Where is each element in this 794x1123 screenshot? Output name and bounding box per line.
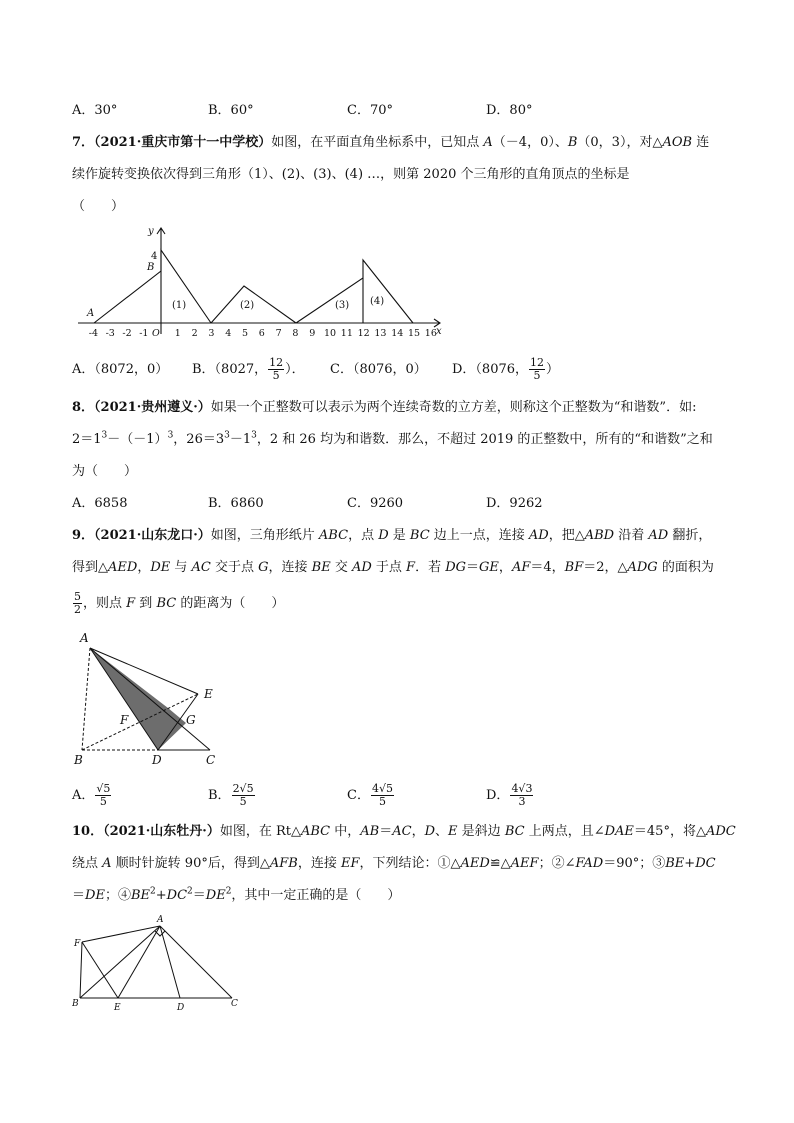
- q9-var: BC: [156, 596, 177, 611]
- q10-text: ，下列结论：①△: [359, 856, 461, 871]
- q8-text: ，26＝3: [173, 432, 225, 447]
- x-tick-label: -2: [122, 328, 132, 339]
- x-axis-label: x: [436, 326, 442, 337]
- q7-option-c: C．（8076，0）: [330, 362, 427, 377]
- origin-label: O: [152, 328, 160, 339]
- q10-text: 顺时针旋转 90°后，得到△: [111, 856, 270, 871]
- q10-var: AED: [460, 856, 490, 871]
- q10-exponent: 2: [187, 886, 193, 897]
- x-tick-label: 9: [309, 328, 316, 339]
- q9-var: ABD: [584, 528, 615, 543]
- x-tick-label: 2: [191, 328, 198, 339]
- q9-number: 9．: [72, 528, 95, 543]
- q10-text: ≌△: [489, 856, 511, 871]
- fraction-denominator: 5: [99, 795, 107, 808]
- point-f-label: F: [74, 939, 81, 949]
- option-fraction: [95, 783, 111, 808]
- y-tick-4: 4: [151, 251, 158, 262]
- q9-text: 沿着: [614, 528, 649, 543]
- q9-text: 与: [170, 560, 192, 575]
- point-e-label: E: [204, 687, 213, 701]
- q9-text: ，: [137, 560, 151, 575]
- q9-triangle-figure: [72, 628, 232, 768]
- q10-var: AFB: [269, 856, 298, 871]
- q10-var: BE: [130, 888, 150, 903]
- q10-text: ＝: [192, 888, 206, 903]
- q7-var: AOB: [662, 135, 693, 150]
- q10-var: ABC: [300, 824, 331, 839]
- x-tick-label: 11: [340, 328, 353, 339]
- q7-text: （－4，0）、: [492, 135, 568, 150]
- q6-option-b: B．60°: [208, 103, 254, 118]
- q9-text: ，: [498, 560, 512, 575]
- q10-var: AB: [360, 824, 380, 839]
- fraction-denominator: 5: [378, 795, 386, 808]
- q8-source: （2021·贵州遵义·）: [94, 400, 211, 415]
- q8-text: －（－1）: [107, 432, 168, 447]
- q9-source: （2021·山东龙口·）: [94, 528, 211, 543]
- option-label: A．: [72, 788, 95, 803]
- q9-text: 得到△: [72, 560, 108, 575]
- point-a-label: A: [87, 308, 95, 319]
- q9-var: AED: [108, 560, 138, 575]
- point-g-label: G: [186, 713, 196, 727]
- fraction-numerator: 4√3: [511, 782, 533, 795]
- q10-var: ADC: [705, 824, 736, 839]
- q8-option-d: D．9262: [486, 496, 543, 511]
- q9-text: 的面积为: [657, 560, 714, 575]
- side-fa: [82, 926, 160, 942]
- q10-var: EF: [340, 856, 360, 871]
- q10-text: ＝45°，将△: [633, 824, 706, 839]
- q7-option-d-text: D．（8076，: [452, 362, 529, 377]
- q10-number: 10．: [72, 824, 104, 839]
- q9-var: BC: [409, 528, 430, 543]
- q7-option-b-fraction: [268, 357, 284, 382]
- q9-var: DG: [445, 560, 467, 575]
- q9-var: AD: [648, 528, 669, 543]
- q8-exponent: 3: [251, 430, 257, 441]
- fraction-numerator: 12: [530, 356, 545, 369]
- q10-text: 中，: [330, 824, 361, 839]
- q9-area-fraction: [73, 591, 82, 616]
- q9-var: BE: [311, 560, 331, 575]
- q10-line-2: [72, 854, 716, 874]
- q10-var: AEF: [510, 856, 539, 871]
- q10-var: DC: [166, 888, 188, 903]
- q8-number: 8．: [72, 400, 95, 415]
- x-tick-label: 8: [292, 328, 299, 339]
- side-ab: [80, 926, 160, 998]
- q9-text: ．若: [415, 560, 446, 575]
- q10-var: A: [102, 856, 112, 871]
- q8-option-c: C．9260: [347, 496, 404, 511]
- triangle-label-3: (3): [335, 300, 350, 311]
- x-tick-label: -1: [139, 328, 149, 339]
- q8-text: －1: [229, 432, 252, 447]
- q9-var: BF: [564, 560, 584, 575]
- q10-text: ，连接: [297, 856, 341, 871]
- q10-text: ，: [411, 824, 425, 839]
- q10-text: 是斜边: [457, 824, 505, 839]
- q10-var: D: [424, 824, 436, 839]
- q6-option-a: A．30°: [72, 103, 118, 118]
- q10-line-1: [72, 822, 736, 842]
- q10-text: +: [155, 888, 167, 903]
- q9-text: ，把△: [548, 528, 585, 543]
- point-b-label: B: [74, 753, 83, 767]
- q7-option-b-text: B．（8027，: [192, 362, 268, 377]
- x-tick-label: 5: [242, 328, 249, 339]
- x-tick-label: 3: [208, 328, 215, 339]
- x-tick-label: 12: [357, 328, 370, 339]
- x-tick-label: 1: [174, 328, 181, 339]
- q9-option-a: [72, 776, 112, 816]
- q7-option-d: [452, 352, 559, 388]
- fraction-denominator: 2: [74, 603, 81, 616]
- q8-exponent: 3: [101, 430, 108, 441]
- side-fb: [80, 942, 82, 998]
- q7-line-2: 续作旋转变换依次得到三角形（1）、(2)、(3)、(4) …，则第 2020 个三角形的直角顶点的坐标是: [72, 167, 630, 182]
- q7-text: 连: [692, 135, 710, 150]
- point-c-label: C: [231, 999, 238, 1009]
- q9-line-1: [72, 526, 711, 546]
- q10-exponent: 2: [150, 886, 156, 897]
- x-tick-label: 14: [391, 328, 404, 339]
- fraction-denominator: 5: [239, 795, 247, 808]
- q9-var: AF: [511, 560, 531, 575]
- q8-text: 如果一个正整数可以表示为两个连续奇数的立方差，则称这个正整数为“和谐数”．如:: [210, 400, 697, 415]
- point-e-label: E: [114, 1003, 121, 1013]
- q10-text: +: [684, 856, 696, 871]
- q7-number: 7．: [72, 135, 95, 150]
- q10-var: E: [448, 824, 458, 839]
- triangle-3-4-edges: [296, 260, 413, 323]
- q9-var: ADG: [627, 560, 658, 575]
- q7-option-b: [192, 352, 305, 388]
- point-d-label: D: [177, 1003, 185, 1013]
- q9-var: F: [406, 560, 416, 575]
- x-tick-label: 7: [275, 328, 282, 339]
- q7-option-d-fraction: [529, 357, 545, 382]
- q10-text: ＝: [72, 888, 86, 903]
- q7-var: A: [483, 135, 493, 150]
- x-tick-label: 10: [324, 328, 337, 339]
- y-axis-label: y: [148, 226, 154, 237]
- q9-var: GE: [479, 560, 499, 575]
- point-b-label: B: [72, 999, 79, 1009]
- fraction-numerator: 2√5: [232, 782, 254, 795]
- q7-line-1: [72, 133, 709, 153]
- q9-var: G: [258, 560, 269, 575]
- q9-text: 边上一点，连接: [429, 528, 529, 543]
- q10-var: DE: [205, 888, 226, 903]
- q9-var: AD: [351, 560, 372, 575]
- q10-text: 上两点，且∠: [524, 824, 605, 839]
- q9-text: ，点: [348, 528, 379, 543]
- q9-option-d: [486, 776, 534, 816]
- fraction-denominator: 3: [518, 795, 526, 808]
- q8-text: ，2 和 26 均为和谐数．那么，不超过 2019 的正整数中，所有的“和谐数”之和: [256, 432, 713, 447]
- fraction-denominator: 5: [533, 369, 541, 382]
- shaded-region: [90, 648, 186, 750]
- q9-text: ＝2，△: [583, 560, 628, 575]
- q10-triangle-figure: [72, 912, 252, 1016]
- q10-var: FAD: [575, 856, 604, 871]
- q9-text: 交: [330, 560, 352, 575]
- q10-text: ＝90°；③: [603, 856, 666, 871]
- point-b-label: B: [147, 262, 155, 273]
- q10-line-3: [72, 886, 400, 906]
- q9-text: 如图，三角形纸片: [210, 528, 319, 543]
- q9-line-3: [72, 584, 284, 624]
- q10-var: DC: [695, 856, 716, 871]
- point-a-label: A: [157, 915, 164, 925]
- x-tick-label: 13: [374, 328, 387, 339]
- x-tick-label: -4: [88, 328, 99, 339]
- x-tick-label: 4: [225, 328, 232, 339]
- q10-text: ，其中一定正确的是（ ）: [231, 888, 401, 903]
- q10-source: （2021·山东牡丹·）: [103, 824, 220, 839]
- q8-exponent: 3: [224, 430, 230, 441]
- q7-source: （2021·重庆市第十一中学校）: [94, 135, 272, 150]
- q9-var: F: [126, 596, 136, 611]
- q10-var: AC: [392, 824, 412, 839]
- fraction-numerator: 4√5: [371, 782, 393, 795]
- triangle-label-2: (2): [240, 300, 255, 311]
- dashed-ab: [82, 648, 90, 750]
- q9-var: ABC: [318, 528, 349, 543]
- option-label: C．: [347, 788, 370, 803]
- q9-line-2: [72, 558, 714, 578]
- q8-line-3: 为（ ）: [72, 464, 138, 479]
- segment-ae: [118, 926, 160, 998]
- q10-text: 、: [435, 824, 449, 839]
- q9-option-b: [208, 776, 256, 816]
- q7-option-a: A．（8072，0）: [72, 362, 169, 377]
- q7-option-b-text: ）．: [285, 362, 305, 377]
- q6-option-d: D．80°: [486, 103, 533, 118]
- q7-text: 如图，在平面直角坐标系中，已知点: [271, 135, 484, 150]
- fraction-numerator: 5: [74, 590, 81, 603]
- segment-ad: [160, 926, 180, 998]
- point-f-label: F: [120, 713, 129, 727]
- x-tick-label: -3: [105, 328, 115, 339]
- option-fraction: [371, 783, 394, 808]
- q9-text: ，则点: [83, 596, 127, 611]
- q9-option-c: [347, 776, 395, 816]
- q10-text: 如图，在 Rt△: [219, 824, 301, 839]
- segment-fe: [82, 942, 118, 998]
- q9-var: DE: [150, 560, 171, 575]
- x-tick-label: 16: [424, 328, 437, 339]
- q10-var: DE: [85, 888, 105, 903]
- q9-text: ，连接: [268, 560, 312, 575]
- q9-text: 的距离为（ ）: [176, 596, 285, 611]
- q9-var: AC: [191, 560, 211, 575]
- point-d-label: D: [152, 753, 162, 767]
- x-tick-label: 15: [408, 328, 421, 339]
- option-label: B．: [208, 788, 231, 803]
- point-c-label: C: [206, 753, 216, 767]
- q10-var: BC: [504, 824, 525, 839]
- triangle-label-1: (1): [172, 300, 187, 311]
- q7-option-d-text: ）: [546, 362, 560, 377]
- option-label: D．: [486, 788, 510, 803]
- q9-text: ＝4，: [530, 560, 565, 575]
- fraction-numerator: 12: [269, 356, 284, 369]
- q7-text: （0，3），对△: [577, 135, 663, 150]
- q9-text: 是: [388, 528, 410, 543]
- option-fraction: [232, 783, 255, 808]
- q7-coordinate-figure: [72, 222, 452, 342]
- q10-text: ＝: [379, 824, 393, 839]
- q10-var: DAE: [604, 824, 634, 839]
- q8-text: 2＝1: [72, 432, 102, 447]
- fraction-numerator: √5: [96, 782, 111, 795]
- q10-exponent: 2: [225, 886, 232, 897]
- q9-var: AD: [528, 528, 549, 543]
- q8-line-2: [72, 430, 713, 450]
- point-a-label: A: [80, 631, 89, 645]
- q10-text: ；④: [104, 888, 131, 903]
- fraction-denominator: 5: [272, 369, 280, 382]
- side-ac: [160, 926, 232, 998]
- option-fraction: [510, 783, 533, 808]
- x-tick-label: 6: [258, 328, 265, 339]
- q9-text: ＝: [466, 560, 480, 575]
- q10-text: ；②∠: [538, 856, 576, 871]
- q7-line-3: （ ）: [72, 199, 125, 214]
- q9-text: 于点: [371, 560, 407, 575]
- q8-line-1: [72, 398, 696, 418]
- q9-text: 翻折，: [668, 528, 712, 543]
- q8-option-b: B．6860: [208, 496, 264, 511]
- q9-var: D: [378, 528, 389, 543]
- q7-var: B: [567, 135, 578, 150]
- q6-option-c: C．70°: [347, 103, 393, 118]
- q10-var: BE: [665, 856, 685, 871]
- q9-text: 交于点: [210, 560, 259, 575]
- q8-exponent: 3: [167, 430, 174, 441]
- triangle-label-4: (4): [370, 296, 385, 307]
- q8-option-a: A．6858: [72, 496, 128, 511]
- q10-text: 绕点: [72, 856, 103, 871]
- q9-text: 到: [135, 596, 157, 611]
